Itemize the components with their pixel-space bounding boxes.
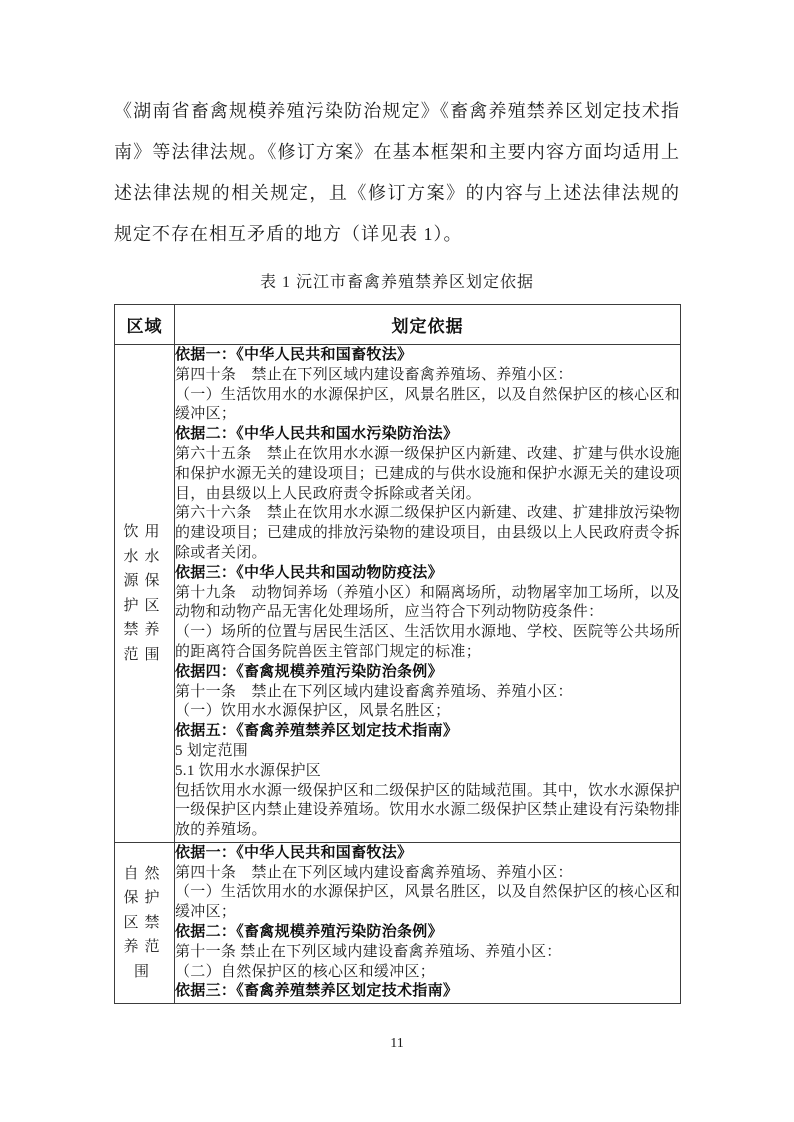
- header-basis: 划定依据: [175, 305, 681, 345]
- basis-paragraph: （二）自然保护区的核心区和缓冲区；: [175, 963, 436, 980]
- table-header: [115, 305, 681, 345]
- basis-heading: 依据三：《畜禽养殖禁养区划定技术指南》: [175, 983, 459, 1000]
- basis-paragraph: 第十一条 禁止在下列区域内建设畜禽养殖场、养殖小区：: [175, 943, 562, 960]
- basis-paragraph: 第六十五条 禁止在饮用水水源一级保护区内新建、改建、扩建与供水设施和保护水源无关的建设项目；已建成的与供水设施和保护水源无关的建设项目，由县级以上人民政府责令拆除或者关闭。: [175, 446, 680, 502]
- basis-cell: [175, 843, 681, 1004]
- basis-heading: 依据五：《畜禽养殖禁养区划定技术指南》: [175, 723, 459, 740]
- basis-paragraph: 第四十条 禁止在下列区域内建设畜禽养殖场、养殖小区：: [175, 864, 573, 881]
- basis-paragraph: （一）生活饮用水的水源保护区，风景名胜区，以及自然保护区的核心区和缓冲区；: [175, 884, 680, 921]
- basis-cell: [175, 345, 681, 843]
- basis-paragraph: （一）饮用水水源保护区，风景名胜区；: [175, 703, 451, 720]
- table-row: [115, 345, 681, 843]
- region-label: 自然保护区禁养范围: [123, 865, 166, 980]
- basis-paragraph: （一）场所的位置与居民生活区、生活饮用水源地、学校、医院等公共场所的距离符合国务院兽医主管部门规定的标准；: [175, 624, 680, 660]
- table-body: [115, 345, 681, 1004]
- basis-table: [114, 304, 681, 1004]
- basis-paragraph: 第十九条 动物饲养场（养殖小区）和隔离场所，动物屠宰加工场所，以及动物和动物产品无害化处理场所，应当符合下列动物防疫条件：: [175, 584, 680, 621]
- basis-paragraph: 第四十条 禁止在下列区域内建设畜禽养殖场、养殖小区：: [175, 366, 573, 383]
- page-number: 11: [390, 1036, 404, 1051]
- table-caption: 表 1 沅江市畜禽养殖禁养区划定依据: [259, 274, 534, 291]
- region-cell: [115, 843, 175, 1004]
- page-content: [114, 91, 680, 1004]
- basis-paragraph: 第六十六条 禁止在饮用水水源二级保护区内新建、改建、扩建排放污染物的建设项目；已建成的排放污染物的建设项目，由县级以上人民政府责令拆除或者关闭。: [175, 505, 680, 561]
- basis-heading: 依据二：《中华人民共和国水污染防治法》: [175, 426, 459, 443]
- region-label: 饮用水水源保护区禁养范围: [123, 524, 166, 663]
- intro-paragraph: 《湖南省畜禽规模养殖污染防治规定》《畜禽养殖禁养区划定技术指南》等法律法规。《修订方案》在基本框架和主要内容方面均适用上述法律法规的相关规定，且《修订方案》的内容与上述法律法规的规定不存在相互矛盾的地方（详见表 1）。: [114, 101, 680, 244]
- header-row: [115, 305, 681, 345]
- basis-heading: 依据三：《中华人民共和国动物防疫法》: [175, 564, 443, 581]
- header-region: 区域: [115, 305, 175, 345]
- basis-heading: 依据二：《畜禽规模养殖污染防治条例》: [175, 924, 443, 940]
- basis-heading: 依据一：《中华人民共和国畜牧法》: [175, 844, 413, 861]
- table-row: [115, 843, 681, 1004]
- basis-paragraph: 包括饮用水水源一级保护区和二级保护区的陆域范围。其中，饮水水源保护一级保护区内禁止建设养殖场。饮用水水源二级保护区禁止建设有污染物排放的养殖场。: [175, 782, 680, 839]
- basis-paragraph: 5 划定范围: [175, 742, 249, 759]
- basis-paragraph: 第十一条 禁止在下列区域内建设畜禽养殖场、养殖小区：: [175, 683, 573, 700]
- basis-heading: 依据一：《中华人民共和国畜牧法》: [175, 347, 413, 364]
- basis-paragraph: 5.1 饮用水水源保护区: [175, 762, 322, 779]
- basis-heading: 依据四：《畜禽规模养殖污染防治条例》: [175, 663, 443, 680]
- region-cell: [115, 345, 175, 843]
- basis-paragraph: （一）生活饮用水的水源保护区，风景名胜区，以及自然保护区的核心区和缓冲区；: [175, 386, 680, 423]
